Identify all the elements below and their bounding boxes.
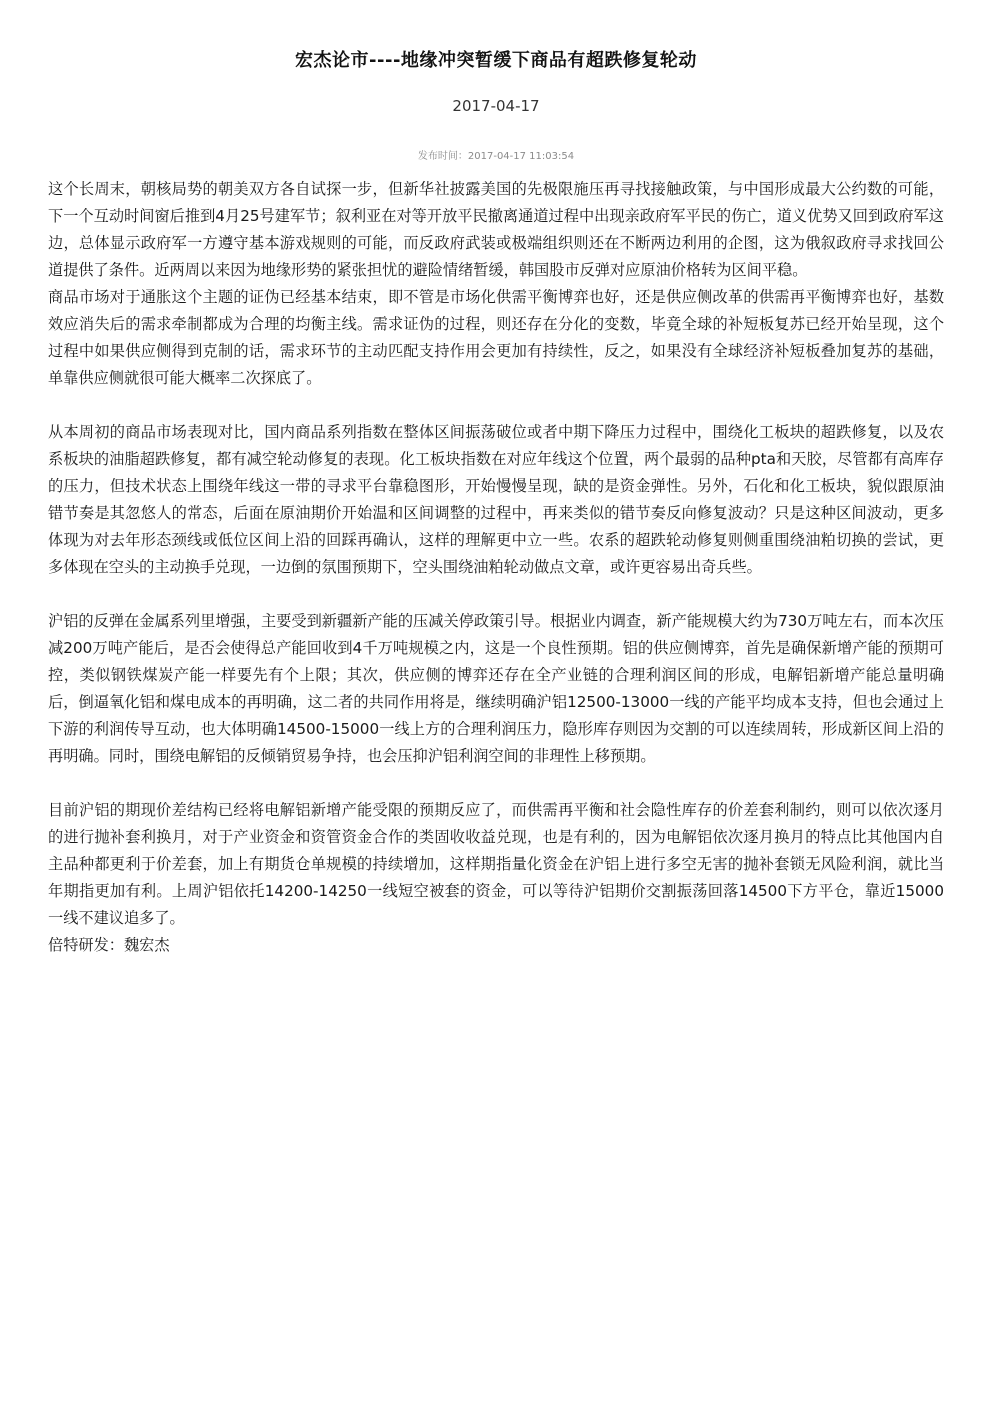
article-date: 2017-04-17 [452,97,540,115]
publish-time: 发布时间：2017-04-17 11:03:54 [417,151,575,162]
page-title: 宏杰论市----地缘冲突暂缓下商品有超跌修复轮动 [295,50,697,71]
article-paragraph-2: 商品市场对于通胀这个主题的证伪已经基本结束，即不管是市场化供需平衡博弈也好，还是供应侧改革的供需再平衡博弈也好，基数效应消失后的需求牵制都成为合理的均衡主线。需求证伪的过程，则还存在分化的变数，毕竟全球的补短板复苏已经开始呈现，这个过程中如果供应侧得到克制的话，需求环节的主动匹配支持作用会更加有持续性，反之，如果没有全球经济补短板叠加复苏的基础，单靠供应侧就很可能大概率二次探底了。 [48,288,944,387]
article-paragraph-4: 沪铝的反弹在金属系列里增强，主要受到新疆新产能的压减关停政策引导。根据业内调查，新产能规模大约为730万吨左右，而本次压减200万吨产能后，是否会使得总产能回收到4千万吨规模之内，这是一个良性预期。铝的供应侧博弈，首先是确保新增产能的预期可控，类似钢铁煤炭产能一样要先有个上限；其次，供应侧的博弈还存在全产业链的合理利润区间的形成，电解铝新增产能总量明确后，倒逼氧化铝和煤电成本的再明确，这二者的共同作用将是，继续明确沪铝12500-13000一线的产能平均成本支持，但也会通过上下游的利润传导互动，也大体明确14500-15000一线上方的合理利润压力，隐形库存则因为交割的可以连续周转，形成新区间上沿的再明确。同时，围绕电解铝的反倾销贸易争持，也会压抑沪铝利润空间的非理性上移预期。 [48,612,944,765]
article-author: 倍特研发：魏宏杰 [48,936,170,954]
article-paragraph-1: 这个长周末，朝核局势的朝美双方各自试探一步，但新华社披露美国的先极限施压再寻找接触政策，与中国形成最大公约数的可能，下一个互动时间窗后推到4月25号建军节；叙利亚在对等开放平民撤离通道过程中出现亲政府军平民的伤亡，道义优势又回到政府军这边，总体显示政府军一方遵守基本游戏规则的可能，而反政府武装或极端组织则还在不断两边利用的企图，这为俄叙政府寻求找回公道提供了条件。近两周以来因为地缘形势的紧张担忧的避险情绪暂缓，韩国股市反弹对应原油价格转为区间平稳。 [48,180,944,279]
article-paragraph-3: 从本周初的商品市场表现对比，国内商品系列指数在整体区间振荡破位或者中期下降压力过程中，围绕化工板块的超跌修复，以及农系板块的油脂超跌修复，都有减空轮动修复的表现。化工板块指数在对应年线这个位置，两个最弱的品种pta和天胶，尽管都有高库存的压力，但技术状态上围绕年线这一带的寻求平台靠稳图形，开始慢慢呈现，缺的是资金弹性。另外，石化和化工板块，貌似跟原油错节奏是其忽悠人的常态，后面在原油期价开始温和区间调整的过程中，再来类似的错节奏反向修复波动？只是这种区间波动，更多体现为对去年形态颈线或低位区间上沿的回踩再确认，这样的理解更中立一些。农系的超跌轮动修复则侧重围绕油粕切换的尝试，更多体现在空头的主动换手兑现，一边倒的氛围预期下，空头围绕油粕轮动做点文章，或许更容易出奇兵些。 [48,423,944,576]
article-body [48,176,944,959]
article-paragraph-5: 目前沪铝的期现价差结构已经将电解铝新增产能受限的预期反应了，而供需再平衡和社会隐性库存的价差套利制约，则可以依次逐月的进行抛补套利换月，对于产业资金和资管资金合作的类固收收益兑现，也是有利的，因为电解铝依次逐月换月的特点比其他国内自主品种都更利于价差套，加上有期货仓单规模的持续增加，这样期指量化资金在沪铝上进行多空无害的抛补套锁无风险利润，就比当年期指更加有利。上周沪铝依托14200-14250一线短空被套的资金，可以等待沪铝期价交割振荡回落14500下方平仓，靠近15000一线不建议追多了。 [48,801,944,927]
